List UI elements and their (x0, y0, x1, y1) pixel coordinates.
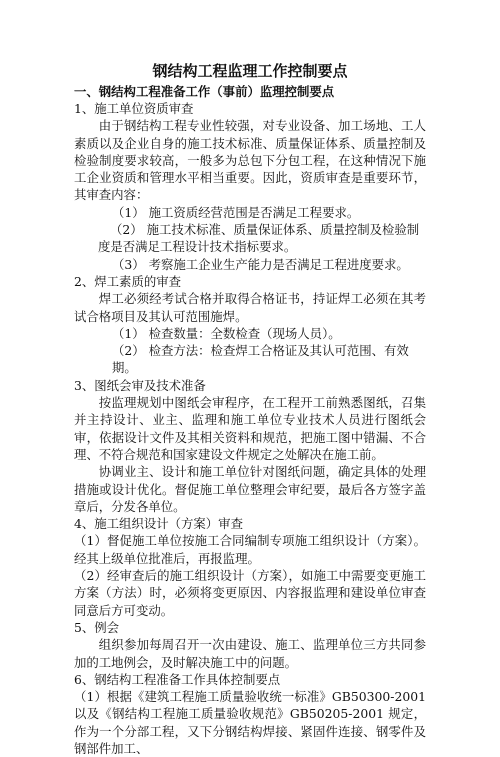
paragraph-plan-2: （2）经审查后的施工组织设计（方案），如施工中需要变更施工方案（方法）时，必须将变更原因、内容报监理和建设单位审查同意后方可变动。 (74, 568, 426, 618)
list-item: （1） 检查数量：全数检查（现场人员）。 (112, 325, 341, 341)
paragraph-control-points: （1）根据《建筑工程施工质量验收统一标准》GB50300-2001 以及《钢结构工程施工质量验收规范》GB50205-2001 规定，作为一个分部工程，又下分钢结构焊接、紧固件连接、钢零件及钢部件加工、 (74, 689, 426, 756)
heading-construction-plan: 4、施工组织设计（方案）审查 (74, 516, 243, 532)
list-item: （2） 施工技术标准、质量保证体系、质量控制及检验制度是否满足工程设计技术指标要求。 (98, 222, 420, 255)
paragraph-drawing-review: 按监理规划中图纸会审程序，在工程开工前熟悉图纸，召集并主持设计、业主、监理和施工单位专业技术人员进行图纸会审，依据设计文件及其相关资料和规范，把施工图中错漏、不合理、不符合规范和国家建设文件规定之处解决在施工前。 (74, 395, 426, 462)
list-item: （1） 施工资质经营范围是否满足工程要求。 (112, 204, 360, 220)
list-item: （2） 检查方法：检查焊工合格证及其认可范围、有效期。 (112, 343, 409, 376)
paragraph-coordination: 协调业主、设计和施工单位针对图纸问题，确定具体的处理措施或设计优化。督促施工单位整理会审纪要，最后各方签字盖章后，分发各单位。 (74, 464, 426, 514)
heading-meetings: 5、例会 (74, 619, 120, 635)
paragraph-welder: 焊工必须经考试合格并取得合格证书，持证焊工必须在其考试合格项目及其认可范围施焊。 (74, 291, 426, 324)
document-page (74, 60, 426, 757)
paragraph-qualification: 由于钢结构工程专业性较强，对专业设备、加工场地、工人素质以及企业自身的施工技术标准、质量保证体系、质量控制及检验制度要求较高，一般多为总包下分包工程，在这种情况下施工企业资质和管理水平相当重要。因此，资质审查是重要环节，其审查内容： (74, 118, 426, 203)
section-heading-1: 一、钢结构工程准备工作（事前）监理控制要点 (74, 84, 335, 99)
heading-qualification-review: 1、施工单位资质审查 (74, 101, 194, 116)
list-item: （3） 考察施工企业生产能力是否满足工程进度要求。 (112, 256, 409, 272)
heading-control-points: 6、钢结构工程准备工作具体控制要点 (74, 671, 281, 687)
document-title: 钢结构工程监理工作控制要点 (152, 62, 348, 80)
paragraph-plan-1: （1）督促施工单位按施工合同编制专项施工组织设计（方案）。经其上级单位批准后，再报监理。 (74, 533, 426, 566)
heading-welder-review: 2、焊工素质的审查 (74, 273, 182, 289)
heading-drawing-review: 3、图纸会审及技术准备 (74, 377, 206, 393)
paragraph-meetings: 组织参加每周召开一次由建设、施工、监理单位三方共同参加的工地例会，及时解决施工中的问题。 (74, 637, 426, 670)
